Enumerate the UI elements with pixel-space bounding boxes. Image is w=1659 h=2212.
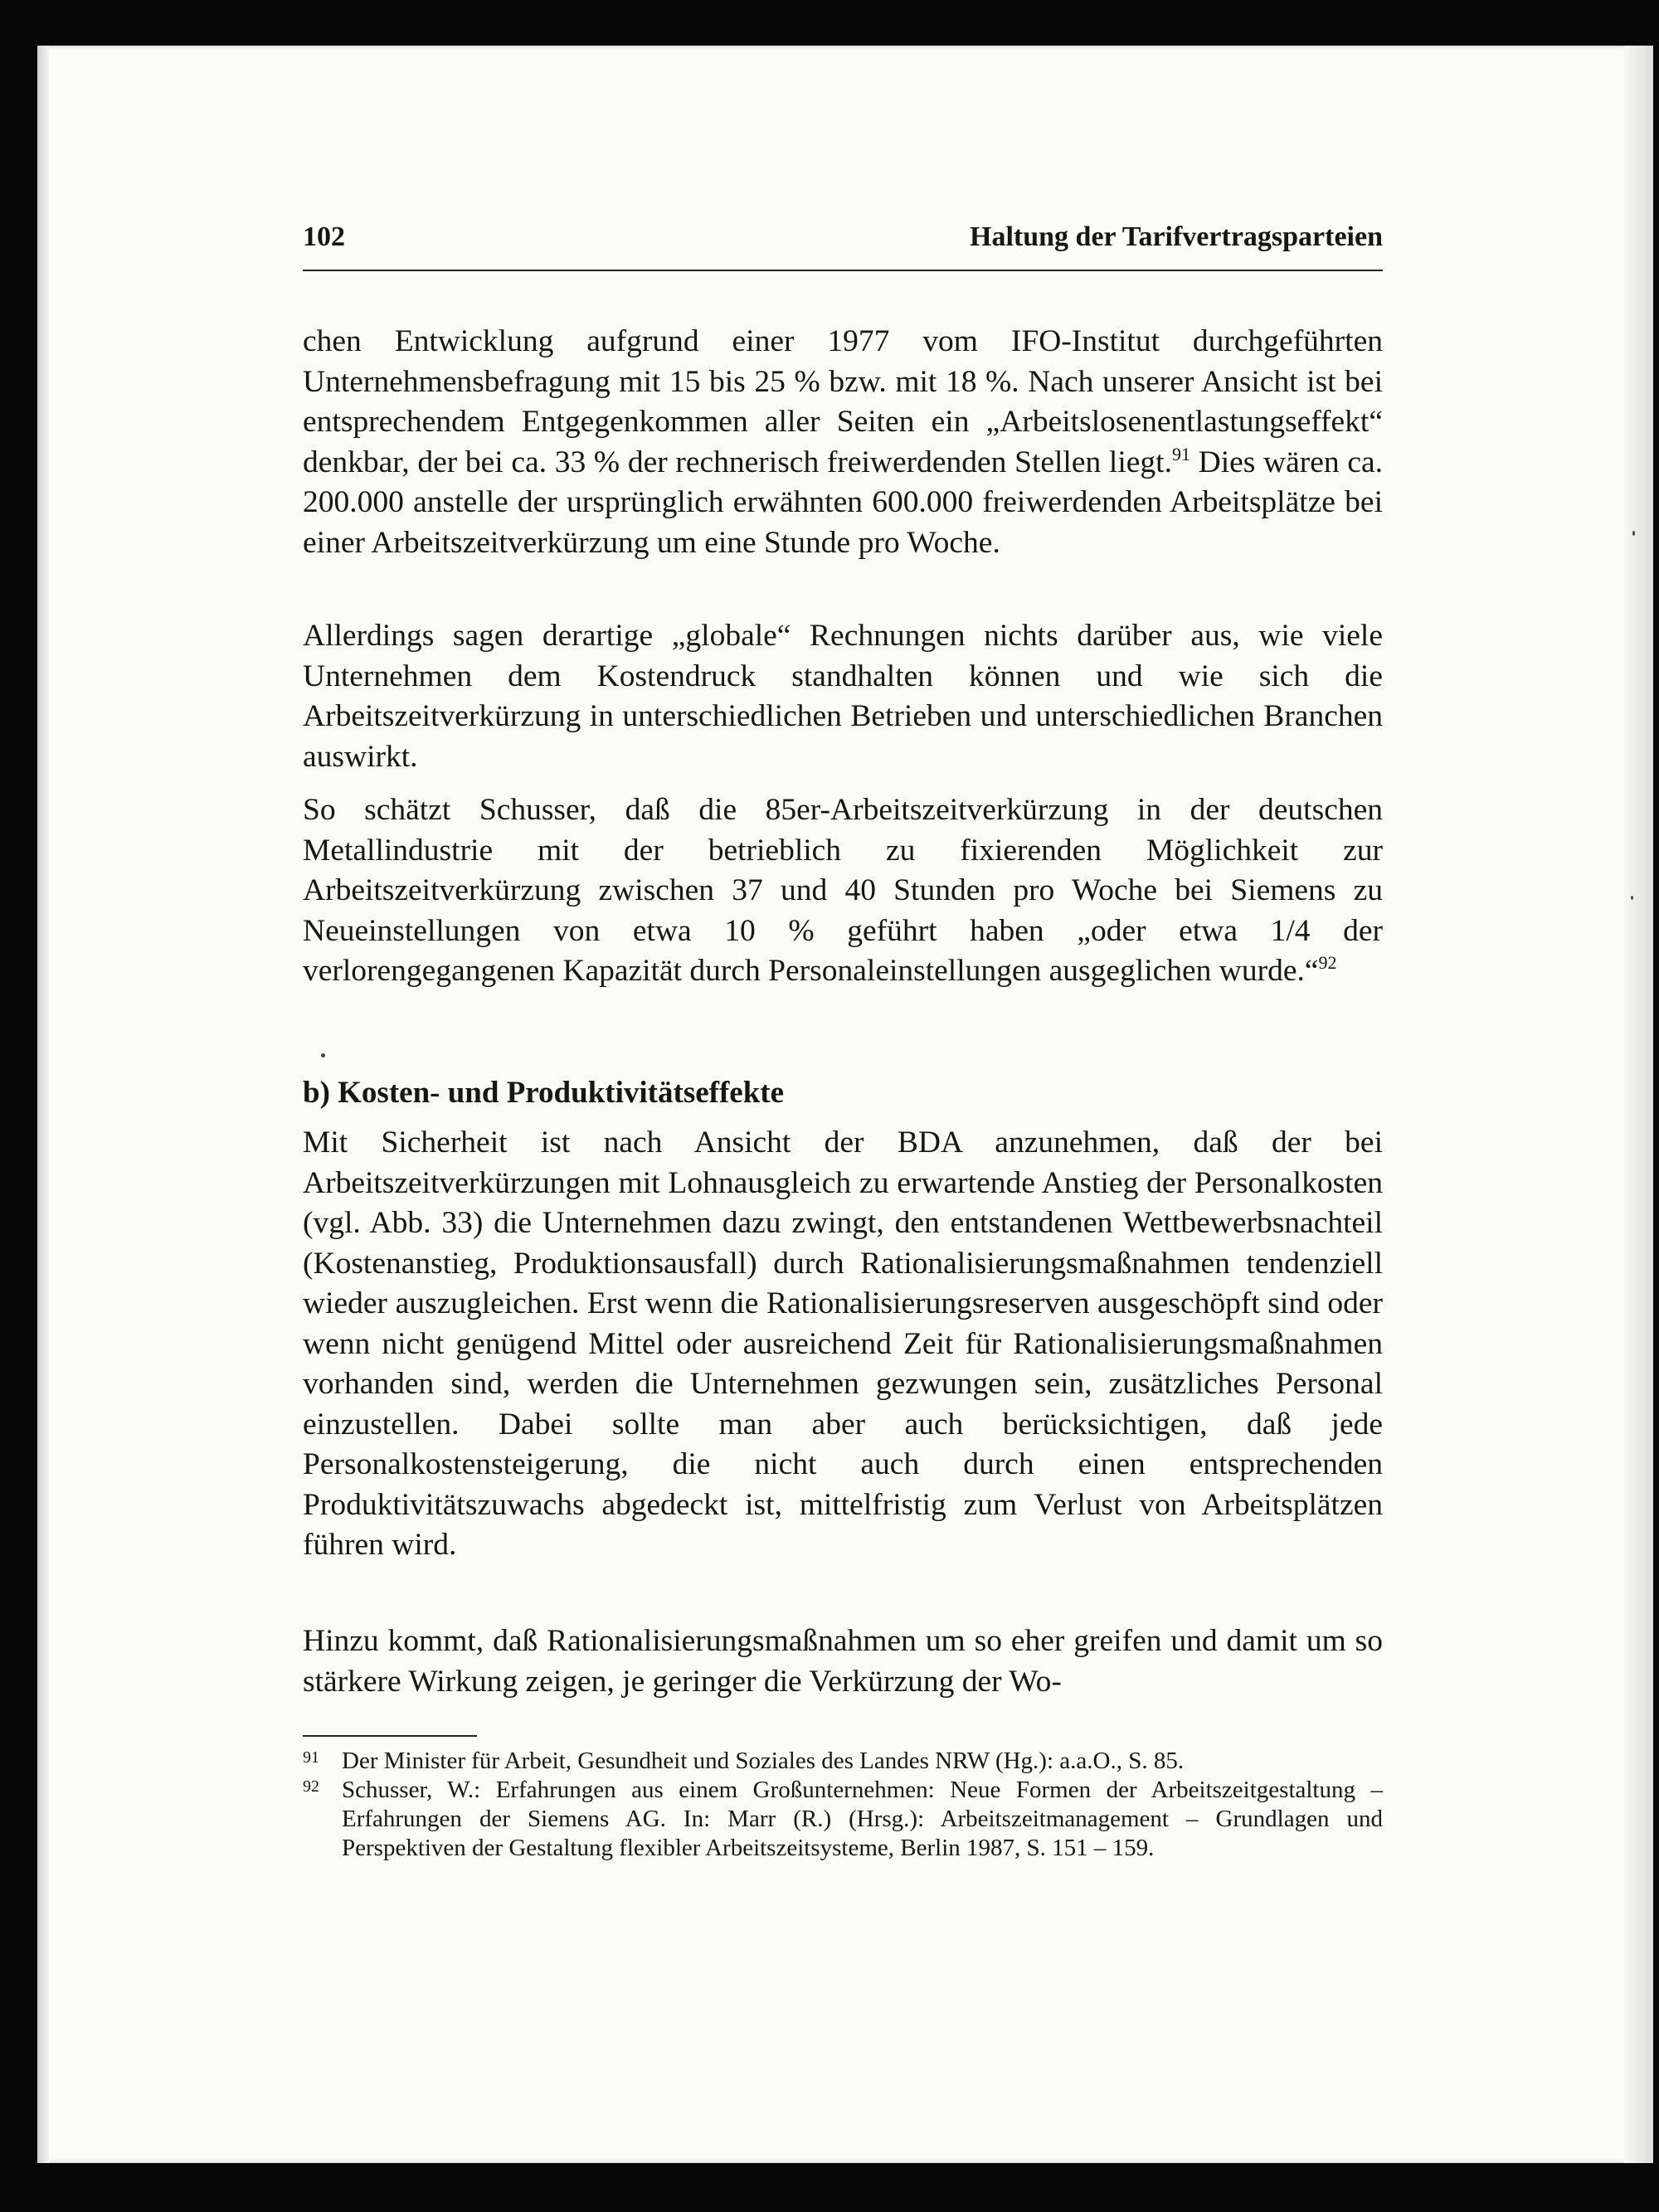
footnote — [303, 1776, 1383, 1863]
running-title: Haltung der Tarifvertragsparteien — [970, 221, 1383, 252]
footnote-number: 91 — [303, 1748, 319, 1767]
dust-speck — [1631, 896, 1633, 900]
paragraph-text: Dies wären ca. 200.000 anstelle der ursprünglich erwähnten 600.000 freiwerdenden Arbeitsplätze bei einer Arbeitszeitverkürzung um eine Stunde pro Woche. — [303, 445, 1383, 560]
footnote-reference: 92 — [1318, 952, 1337, 973]
body-paragraph — [303, 322, 1383, 563]
running-head — [303, 217, 1383, 257]
footnote-text: Der Minister für Arbeit, Gesundheit und Soziales des Landes NRW (Hg.): a.a.O., S. 85. — [342, 1748, 1185, 1774]
paragraph-text: Allerdings sagen derartige „globale“ Rechnungen nichts darüber aus, wie viele Unternehmen dem Kostendruck standhalten können und wie sich die Arbeitszeitverkürzung in unterschiedlichen Betrieben und unterschiedlichen Branchen auswirkt. — [303, 619, 1383, 774]
body-paragraph — [303, 790, 1383, 992]
section-heading: b) Kosten- und Produktivitätseffekte — [303, 1076, 785, 1110]
footnote-number: 92 — [303, 1777, 319, 1796]
page-outer-edge — [1624, 46, 1653, 2163]
footnote — [303, 1747, 1383, 1776]
paragraph-text: So schätzt Schusser, daß die 85er-Arbeitszeitverkürzung in der deutschen Metallindustrie mit der betrieblich zu fixierenden Möglichkeit zur Arbeitszeitverkürzung zwischen 37 und 40 Stunden pro Woche bei Siemens zu Neueinstellungen von etwa 10 % geführt haben „oder etwa 1/4 der verlorengegangenen Kapazität durch Personaleinstellungen ausgeglichen wurde.“ — [303, 793, 1383, 988]
paragraph-text: Hinzu kommt, daß Rationalisierungsmaßnahmen um so eher greifen und damit um so stärkere Wirkung zeigen, je geringer die Verkürzung der Wo- — [303, 1624, 1383, 1699]
page-number: 102 — [303, 221, 345, 252]
body-paragraph — [303, 1123, 1383, 1566]
dust-speck — [321, 1053, 325, 1057]
body-paragraph — [303, 1621, 1383, 1702]
body-paragraph — [303, 616, 1383, 777]
paragraph-text: Mit Sicherheit ist nach Ansicht der BDA anzunehmen, daß der bei Arbeitszeitverkürzungen mit Lohnausgleich zu erwartende Anstieg der Personalkosten (vgl. Abb. 33) die Unternehmen dazu zwingt, den entstandenen Wettbewerbsnachteil (Kostenanstieg, Produktionsausfall) durch Rationalisierungsmaßnahmen tendenziell wieder auszugleichen. Erst wenn die Rationalisierungsreserven ausgeschöpft sind oder wenn nicht genügend Mittel oder ausreichend Zeit für Rationalisierungsmaßnahmen vorhanden sind, werden die Unternehmen gezwungen sein, zusätzliches Personal einzustellen. Dabei sollte man aber auch berücksichtigen, daß jede Personalkostensteigerung, die nicht auch durch einen entsprechenden Produktivitätszuwachs abgedeckt ist, mittelfristig zum Verlust von Arbeitsplätzen führen wird. — [303, 1125, 1383, 1562]
header-rule — [303, 270, 1383, 271]
page-binding-edge — [37, 46, 49, 2163]
footnote-reference: 91 — [1171, 443, 1190, 464]
footnote-text: Schusser, W.: Erfahrungen aus einem Großunternehmen: Neue Formen der Arbeitszeitgestaltung – Erfahrungen der Siemens AG. In: Marr (R.) (Hrsg.): Arbeitszeitmanagement – Grundlagen und Perspektiven der Gestaltung flexibler Arbeitszeitsysteme, Berlin 1987, S. 151 – 159. — [342, 1777, 1383, 1861]
paragraph-text: chen Entwicklung aufgrund einer 1977 vom IFO-Institut durchgeführten Unternehmensbefragung mit 15 bis 25 % bzw. mit 18 %. Nach unserer Ansicht ist bei entsprechendem Entgegenkommen aller Seiten ein „Arbeitslosenentlastungseffekt“ denkbar, der bei ca. 33 % der rechnerisch freiwerdenden Stellen liegt. — [303, 324, 1383, 479]
footnotes — [303, 1747, 1383, 1863]
dust-speck — [1632, 531, 1635, 536]
footnote-separator — [303, 1735, 477, 1737]
